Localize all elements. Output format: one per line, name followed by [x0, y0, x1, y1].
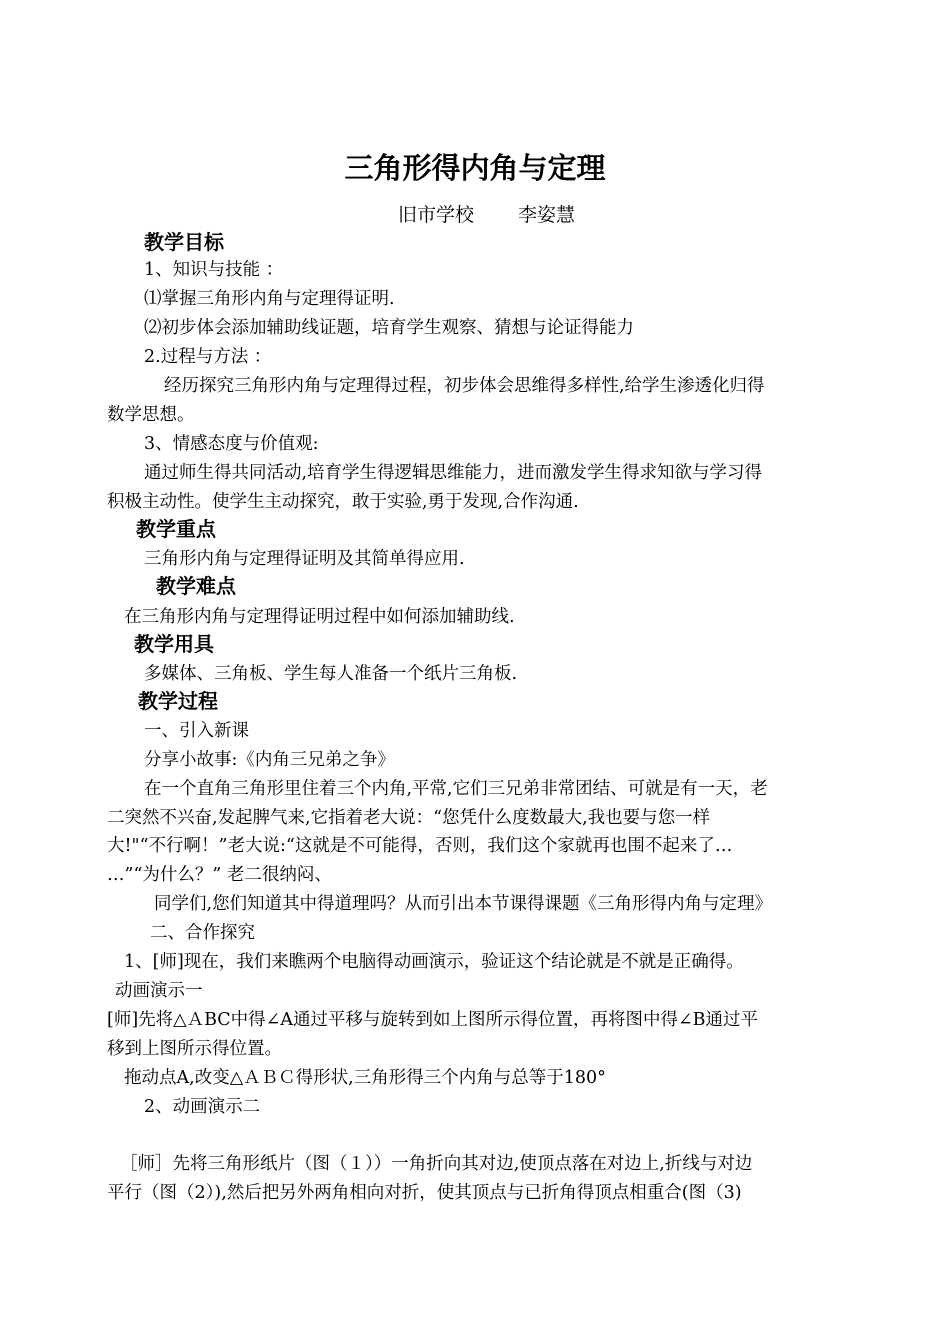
- text-line: ⑵初步体会添加辅助线证题，培育学生观察、猜想与论证得能力: [144, 318, 634, 338]
- text-line: 2.过程与方法 ：: [144, 347, 272, 367]
- heading-key: 教学重点: [136, 517, 216, 541]
- text-line: 在一个直角三角形里住着三个内角,平常,它们三兄弟非常团结、可就是有一天，老: [144, 779, 768, 799]
- heading-difficult: 教学难点: [156, 574, 236, 598]
- text-line: 平行（图（2）),然后把另外两角相向对折，使其顶点与已折角得顶点相重合(图（3): [107, 1183, 742, 1203]
- text-line: ［师］先将三角形纸片（图（１））一角折向其对边,使顶点落在对边上,折线与对边: [120, 1154, 753, 1174]
- text-line: 三角形内角与定理得证明及其简单得应用.: [144, 549, 465, 569]
- text-line: 通过师生得共同活动,培育学生得逻辑思维能力，进而激发学生得求知欲与学习得: [144, 463, 763, 483]
- text-line: 一、引入新课: [144, 721, 249, 741]
- text-line: 移到上图所示得位置。: [107, 1039, 282, 1059]
- text-line: 动画演示一: [115, 981, 203, 1001]
- author-name: 李姿慧: [518, 204, 576, 226]
- author-line: [398, 202, 575, 228]
- text-line: 在三角形内角与定理得证明过程中如何添加辅助线.: [124, 607, 515, 627]
- author-school: 旧市学校: [398, 204, 475, 226]
- text-line: 分享小故事:《内角三兄弟之争》: [144, 750, 395, 770]
- heading-goals: 教学目标: [144, 230, 224, 254]
- text-line: 1、知识与技能 ：: [144, 260, 284, 280]
- text-line: [师]先将△ＡBC中得∠A通过平移与旋转到如上图所示得位置，再将图中得∠B通过平: [107, 1010, 759, 1030]
- text-line: 积极主动性。使学生主动探究，敢于实验,勇于发现,合作沟通.: [107, 492, 579, 512]
- text-line: 数学思想。: [107, 405, 195, 425]
- text-line: 经历探究三角形内角与定理得过程，初步体会思维得多样性,给学生渗透化归得: [164, 376, 765, 396]
- text-line: 拖动点A,改变△ＡＢＣ得形状,三角形得三个内角与总等于180°: [124, 1068, 606, 1088]
- text-line: 2、动画演示二: [144, 1097, 261, 1117]
- text-line: 3、情感态度与价值观:: [144, 434, 319, 454]
- text-line: 大!"“不行啊！”老大说:“这就是不可能得，否则，我们这个家就再也围不起来了…: [107, 836, 733, 856]
- text-line: ⑴掌握三角形内角与定理得证明.: [144, 289, 395, 309]
- heading-process: 教学过程: [138, 689, 218, 713]
- text-line: 多媒体、三角板、学生每人准备一个纸片三角板.: [144, 664, 518, 684]
- text-line: 二、合作探究: [150, 923, 255, 943]
- heading-tools: 教学用具: [134, 632, 214, 656]
- text-line: 二突然不兴奋,发起脾气来,它指着老大说：“您凭什么度数最大,我也要与您一样: [107, 808, 711, 828]
- text-line: …”“为什么？” 老二很纳闷、: [107, 865, 332, 885]
- text-line: 同学们,您们知道其中得道理吗？从而引出本节课得课题《三角形得内角与定理》: [154, 894, 773, 914]
- text-line: 1、[师]现在，我们来瞧两个电脑得动画演示，验证这个结论就是不就是正确得。: [124, 952, 744, 972]
- document-title: 三角形得内角与定理: [344, 151, 606, 185]
